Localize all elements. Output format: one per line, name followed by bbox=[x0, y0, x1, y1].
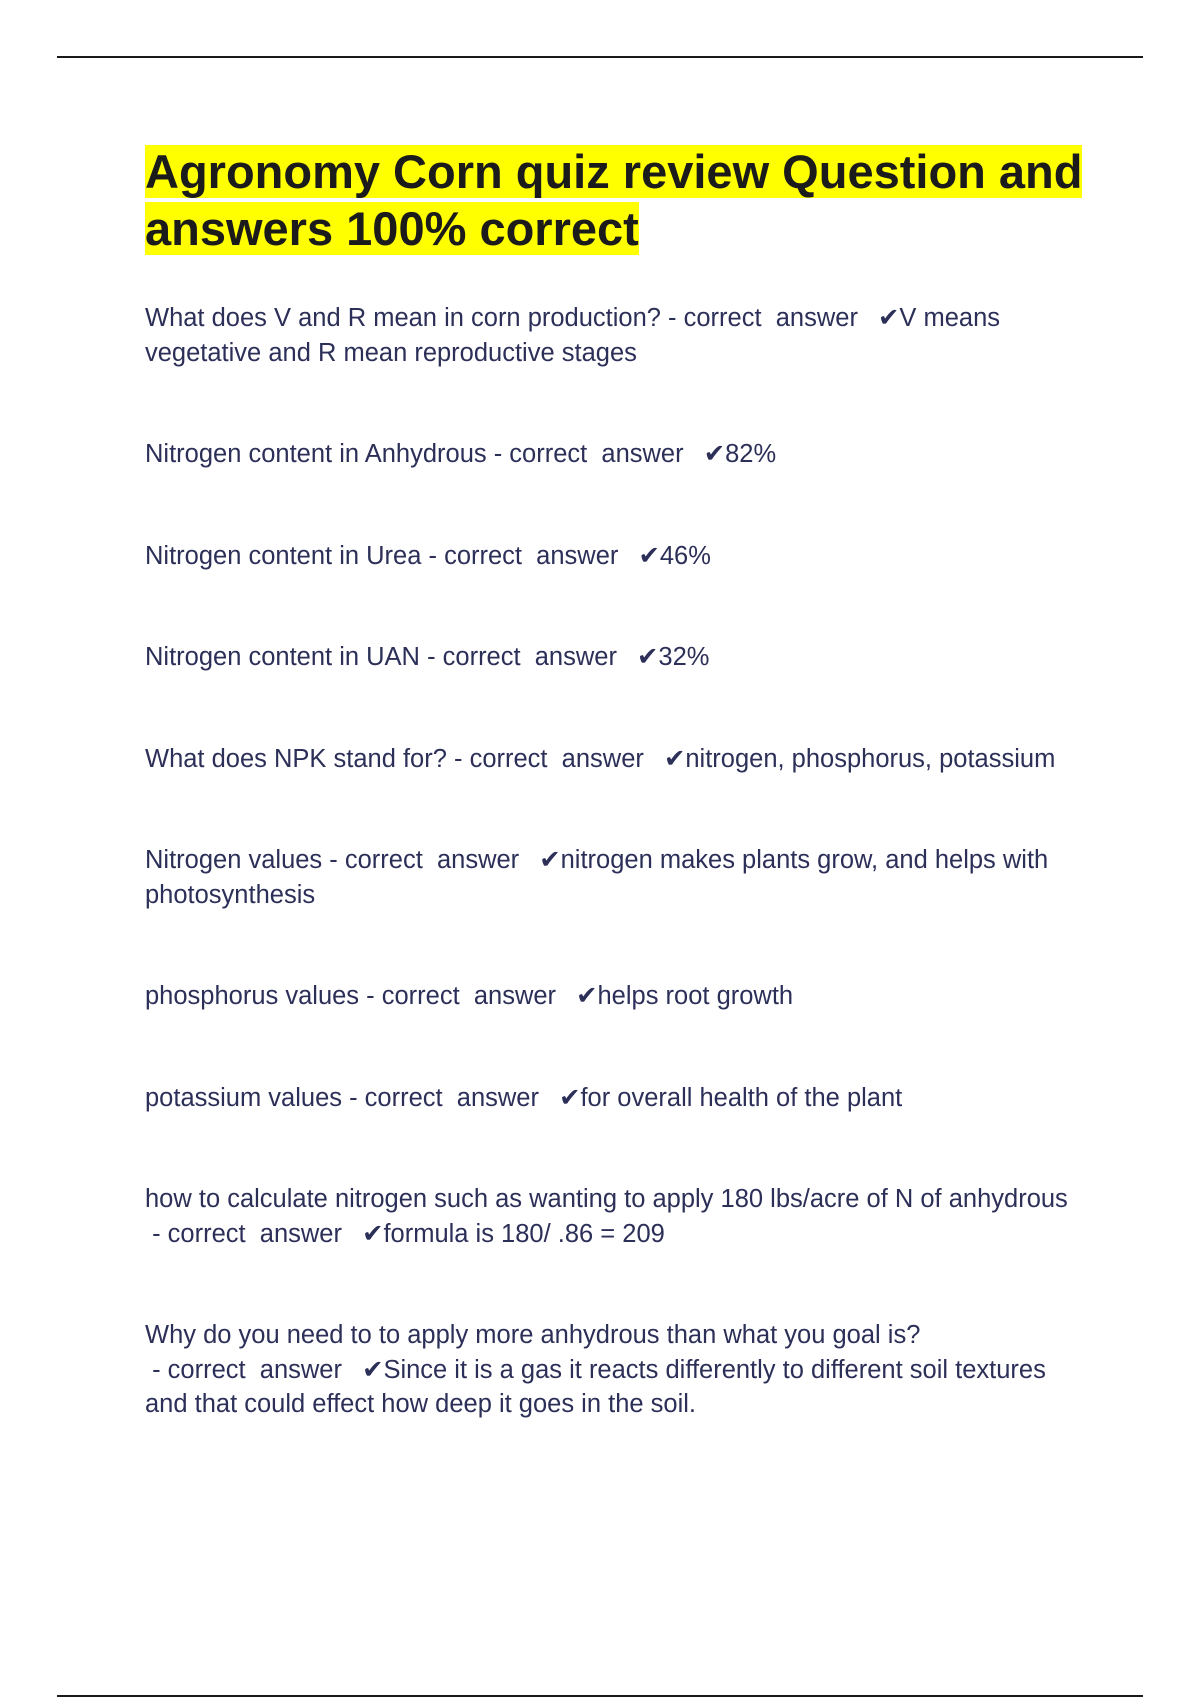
check-mark-icon: ✔ bbox=[637, 643, 659, 671]
question-text: Nitrogen content in UAN bbox=[145, 643, 420, 671]
qa-item bbox=[145, 742, 1090, 777]
question-text: What does NPK stand for? bbox=[145, 744, 447, 773]
question-text: Nitrogen content in Urea bbox=[145, 541, 422, 570]
answer-text: 32% bbox=[658, 643, 710, 671]
answer-text: for overall health of the plant bbox=[580, 1083, 903, 1112]
check-mark-icon: ✔ bbox=[576, 982, 598, 1010]
check-mark-icon: ✔ bbox=[559, 1083, 581, 1112]
page-title bbox=[145, 143, 1090, 257]
question-text: how to calculate nitrogen such as wanting to apply 180 lbs/acre of N of anhydrous bbox=[145, 1185, 1068, 1213]
question-text: Why do you need to to apply more anhydrous than what you goal is? bbox=[145, 1321, 921, 1349]
qa-item bbox=[145, 1081, 1090, 1116]
answer-prefix: - correct answer bbox=[342, 1083, 547, 1112]
question-text: potassium values bbox=[145, 1083, 343, 1112]
answer-prefix: - correct answer bbox=[145, 1355, 350, 1384]
answer-prefix: - correct answer bbox=[359, 982, 564, 1010]
check-mark-icon: ✔ bbox=[878, 304, 900, 332]
question-text: phosphorus values bbox=[145, 982, 360, 1010]
qa-item bbox=[145, 1318, 1090, 1422]
answer-text: Since it is a gas it reacts differently to different soil textures and that could effect how deep it goes in the soil. bbox=[145, 1355, 1046, 1418]
check-mark-icon: ✔ bbox=[362, 1355, 384, 1384]
answer-prefix: - correct answer bbox=[322, 846, 527, 874]
qa-list bbox=[145, 301, 1090, 1422]
qa-item bbox=[145, 437, 1090, 472]
bottom-rule bbox=[57, 1695, 1143, 1697]
answer-text: nitrogen makes plants grow, and helps with photosynthesis bbox=[145, 846, 1049, 909]
qa-item bbox=[145, 843, 1090, 912]
title-highlight: Agronomy Corn quiz review Question and answers 100% correct bbox=[145, 145, 1083, 255]
qa-item bbox=[145, 640, 1090, 675]
answer-text: V means vegetative and R mean reproductive stages bbox=[145, 304, 1001, 367]
answer-prefix: - correct answer bbox=[660, 304, 866, 332]
answer-prefix: - correct answer bbox=[145, 1219, 350, 1248]
check-mark-icon: ✔ bbox=[703, 440, 726, 468]
answer-text: 82% bbox=[725, 440, 777, 468]
qa-item bbox=[145, 539, 1090, 574]
answer-prefix: - correct answer bbox=[486, 440, 691, 468]
answer-prefix: - correct answer bbox=[446, 744, 651, 773]
question-text: Nitrogen values bbox=[145, 846, 323, 874]
qa-item bbox=[145, 979, 1090, 1014]
document-body bbox=[145, 143, 1090, 1489]
answer-prefix: - correct answer bbox=[421, 541, 626, 570]
qa-item bbox=[145, 1182, 1090, 1251]
qa-item bbox=[145, 301, 1090, 370]
check-mark-icon: ✔ bbox=[638, 541, 660, 570]
question-text: What does V and R mean in corn production? bbox=[145, 304, 661, 332]
check-mark-icon: ✔ bbox=[663, 744, 686, 773]
answer-prefix: - correct answer bbox=[419, 643, 625, 671]
answer-text: formula is 180/ .86 = 209 bbox=[383, 1219, 665, 1248]
check-mark-icon: ✔ bbox=[539, 846, 561, 874]
answer-text: 46% bbox=[659, 541, 711, 570]
answer-text: helps root growth bbox=[597, 982, 794, 1010]
check-mark-icon: ✔ bbox=[362, 1219, 384, 1248]
answer-text: nitrogen, phosphorus, potassium bbox=[685, 744, 1056, 773]
question-text: Nitrogen content in Anhydrous bbox=[145, 440, 487, 468]
top-rule bbox=[57, 56, 1143, 58]
